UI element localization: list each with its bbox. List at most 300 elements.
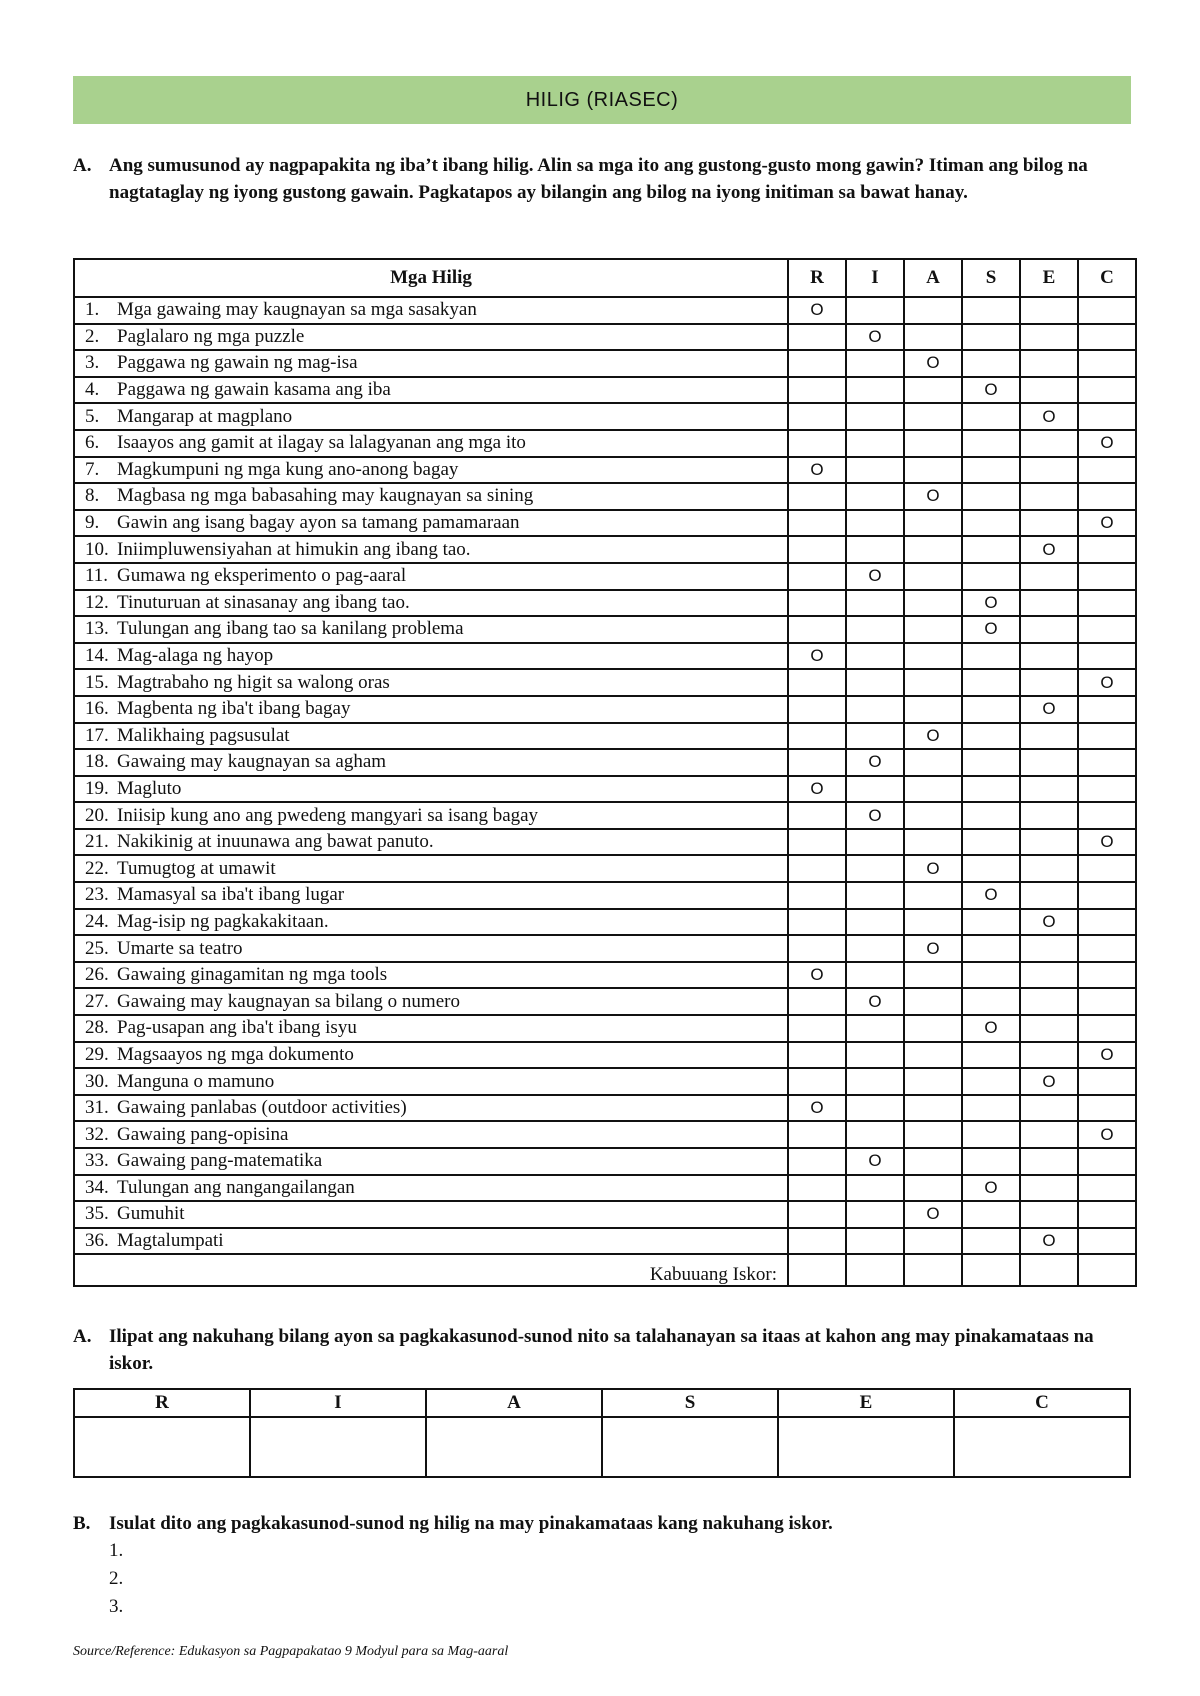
mark-cell-e (1020, 590, 1078, 617)
item-text-cell (74, 350, 788, 377)
answer-circle[interactable]: O (1042, 699, 1056, 719)
answer-circle[interactable]: O (1042, 911, 1056, 931)
mark-cell-s (962, 669, 1020, 696)
mark-cell-s[interactable] (962, 616, 1020, 643)
table-row (74, 643, 1136, 670)
answer-circle[interactable]: O (1042, 539, 1056, 559)
item-number: 18. (85, 751, 109, 773)
total-cell-c[interactable] (1078, 1254, 1136, 1286)
item-number: 8. (85, 485, 100, 507)
mark-cell-r (788, 1015, 846, 1042)
mark-cell-s[interactable] (962, 882, 1020, 909)
mark-cell-c[interactable] (1078, 1042, 1136, 1069)
item-number: 1. (85, 299, 100, 321)
item-number: 31. (85, 1097, 109, 1119)
score-cell-a[interactable] (426, 1417, 602, 1477)
mark-cell-a[interactable] (904, 855, 962, 882)
table-row (74, 1148, 1136, 1175)
mark-cell-e (1020, 457, 1078, 484)
answer-circle[interactable]: O (810, 778, 824, 798)
mark-cell-a (904, 536, 962, 563)
item-label: Gawaing panlabas (outdoor activities) (117, 1097, 407, 1119)
answer-circle[interactable]: O (926, 1204, 940, 1224)
title-banner (73, 76, 1131, 124)
mark-cell-s (962, 483, 1020, 510)
mark-cell-i (846, 723, 904, 750)
table-row (74, 377, 1136, 404)
mark-cell-i (846, 297, 904, 324)
item-text-cell (74, 457, 788, 484)
answer-circle[interactable]: O (868, 1151, 882, 1171)
score-header-s: S (602, 1389, 778, 1417)
mark-cell-c (1078, 855, 1136, 882)
mark-cell-a (904, 510, 962, 537)
mark-cell-a (904, 616, 962, 643)
answer-circle[interactable]: O (1100, 1044, 1114, 1064)
item-label: Isaayos ang gamit at ilagay sa lalagyanan ang mga ito (117, 432, 526, 454)
item-text-cell (74, 1068, 788, 1095)
mark-cell-s[interactable] (962, 377, 1020, 404)
mark-cell-s (962, 1228, 1020, 1255)
mark-cell-i (846, 1015, 904, 1042)
item-label: Malikhaing pagsusulat (117, 724, 290, 746)
mark-cell-i[interactable] (846, 802, 904, 829)
score-cell-i[interactable] (250, 1417, 426, 1477)
mark-cell-r[interactable] (788, 457, 846, 484)
mark-cell-r (788, 1121, 846, 1148)
header-r: R (788, 259, 846, 297)
mark-cell-r (788, 1068, 846, 1095)
table-row (74, 563, 1136, 590)
table-row (74, 430, 1136, 457)
mark-cell-s (962, 962, 1020, 989)
mark-cell-r (788, 590, 846, 617)
mark-cell-c (1078, 350, 1136, 377)
mark-cell-s (962, 1148, 1020, 1175)
mark-cell-a (904, 749, 962, 776)
mark-cell-i[interactable] (846, 749, 904, 776)
mark-cell-a (904, 457, 962, 484)
mark-cell-e (1020, 1175, 1078, 1202)
mark-cell-r (788, 749, 846, 776)
page-title: HILIG (RIASEC) (525, 88, 679, 111)
total-cell-i[interactable] (846, 1254, 904, 1286)
item-label: Tumugtog at umawit (117, 857, 276, 879)
mark-cell-e (1020, 1201, 1078, 1228)
mark-cell-a (904, 403, 962, 430)
mark-cell-r (788, 510, 846, 537)
table-row (74, 1095, 1136, 1122)
mark-cell-i[interactable] (846, 324, 904, 351)
mark-cell-a (904, 802, 962, 829)
answer-circle[interactable]: O (926, 725, 940, 745)
mark-cell-e (1020, 350, 1078, 377)
answer-circle[interactable]: O (868, 566, 882, 586)
item-number: 7. (85, 458, 100, 480)
mark-cell-s (962, 935, 1020, 962)
mark-cell-c (1078, 935, 1136, 962)
table-row (74, 1201, 1136, 1228)
score-cell-e[interactable] (778, 1417, 954, 1477)
mark-cell-a (904, 430, 962, 457)
table-row (74, 909, 1136, 936)
mark-cell-i (846, 1042, 904, 1069)
mark-cell-c[interactable] (1078, 1121, 1136, 1148)
table-row (74, 616, 1136, 643)
item-number: 21. (85, 831, 109, 853)
score-cell-r[interactable] (74, 1417, 250, 1477)
mark-cell-c (1078, 377, 1136, 404)
mark-cell-e (1020, 962, 1078, 989)
answer-circle[interactable]: O (1100, 1124, 1114, 1144)
mark-cell-e (1020, 563, 1078, 590)
table-row (74, 935, 1136, 962)
answer-circle[interactable]: O (926, 858, 940, 878)
mark-cell-s (962, 457, 1020, 484)
mark-cell-r (788, 802, 846, 829)
item-number: 36. (85, 1230, 109, 1252)
mark-cell-s (962, 988, 1020, 1015)
header-c: C (1078, 259, 1136, 297)
table-row (74, 669, 1136, 696)
header-i: I (846, 259, 904, 297)
mark-cell-i[interactable] (846, 563, 904, 590)
item-label: Mamasyal sa iba't ibang lugar (117, 884, 345, 906)
instruction-b-text: Isulat dito ang pagkakasunod-sunod ng hilig na may pinakamataas kang nakuhang iskor. (109, 1513, 833, 1534)
item-number: 20. (85, 804, 109, 826)
answer-circle[interactable]: O (984, 380, 998, 400)
mark-cell-c (1078, 536, 1136, 563)
item-label: Gawaing ginagamitan ng mga tools (117, 964, 388, 986)
mark-cell-a (904, 1175, 962, 1202)
item-text-cell (74, 935, 788, 962)
mark-cell-i (846, 962, 904, 989)
ranking-item-3[interactable]: 3. (109, 1596, 124, 1617)
mark-cell-c (1078, 590, 1136, 617)
mark-cell-e[interactable] (1020, 696, 1078, 723)
mark-cell-r[interactable] (788, 962, 846, 989)
ranking-item-1[interactable]: 1. (109, 1540, 124, 1561)
mark-cell-r (788, 988, 846, 1015)
ranking-item-2[interactable]: 2. (109, 1568, 124, 1589)
answer-circle[interactable]: O (810, 646, 824, 666)
item-number: 4. (85, 379, 100, 401)
mark-cell-s[interactable] (962, 1175, 1020, 1202)
table-row (74, 590, 1136, 617)
item-number: 3. (85, 352, 100, 374)
mark-cell-i (846, 457, 904, 484)
answer-circle[interactable]: O (926, 486, 940, 506)
mark-cell-i (846, 1121, 904, 1148)
answer-circle[interactable]: O (810, 965, 824, 985)
source-reference: Source/Reference: Edukasyon sa Pagpapakatao 9 Modyul para sa Mag-aaral (73, 1644, 509, 1659)
answer-circle[interactable]: O (868, 326, 882, 346)
score-cell-s[interactable] (602, 1417, 778, 1477)
mark-cell-e[interactable] (1020, 536, 1078, 563)
mark-cell-c (1078, 1201, 1136, 1228)
interest-table (73, 258, 1137, 1287)
score-header-row (74, 1389, 1130, 1417)
answer-circle[interactable]: O (1100, 513, 1114, 533)
item-text-cell (74, 1148, 788, 1175)
item-text-cell (74, 829, 788, 856)
answer-circle[interactable]: O (984, 619, 998, 639)
item-text-cell (74, 377, 788, 404)
table-row (74, 483, 1136, 510)
item-text-cell (74, 483, 788, 510)
mark-cell-i (846, 935, 904, 962)
score-cell-c[interactable] (954, 1417, 1130, 1477)
table-row (74, 776, 1136, 803)
answer-circle[interactable]: O (984, 885, 998, 905)
mark-cell-e[interactable] (1020, 1068, 1078, 1095)
item-text-cell (74, 962, 788, 989)
mark-cell-a (904, 776, 962, 803)
answer-circle[interactable]: O (1042, 1071, 1056, 1091)
item-text-cell (74, 1201, 788, 1228)
mark-cell-s (962, 324, 1020, 351)
item-label: Paglalaro ng mga puzzle (117, 325, 305, 347)
total-cell-a[interactable] (904, 1254, 962, 1286)
mark-cell-c[interactable] (1078, 829, 1136, 856)
item-text-cell (74, 536, 788, 563)
mark-cell-a[interactable] (904, 483, 962, 510)
answer-circle[interactable]: O (868, 805, 882, 825)
item-number: 17. (85, 724, 109, 746)
mark-cell-i (846, 1095, 904, 1122)
mark-cell-r (788, 1228, 846, 1255)
mark-cell-e[interactable] (1020, 1228, 1078, 1255)
mark-cell-r[interactable] (788, 297, 846, 324)
mark-cell-r (788, 563, 846, 590)
mark-cell-s (962, 723, 1020, 750)
mark-cell-e (1020, 802, 1078, 829)
mark-cell-i (846, 536, 904, 563)
total-cell-r[interactable] (788, 1254, 846, 1286)
answer-circle[interactable]: O (984, 1177, 998, 1197)
answer-circle[interactable]: O (1042, 406, 1056, 426)
mark-cell-c (1078, 776, 1136, 803)
mark-cell-s[interactable] (962, 590, 1020, 617)
item-text-cell (74, 430, 788, 457)
answer-circle[interactable]: O (1042, 1231, 1056, 1251)
table-row (74, 988, 1136, 1015)
answer-circle[interactable]: O (868, 991, 882, 1011)
item-number: 23. (85, 884, 109, 906)
item-number: 32. (85, 1123, 109, 1145)
mark-cell-c[interactable] (1078, 669, 1136, 696)
mark-cell-a[interactable] (904, 935, 962, 962)
mark-cell-e (1020, 669, 1078, 696)
item-text-cell (74, 1121, 788, 1148)
mark-cell-i[interactable] (846, 988, 904, 1015)
mark-cell-i (846, 483, 904, 510)
answer-circle[interactable]: O (1100, 672, 1114, 692)
instruction-a2 (73, 1323, 1137, 1377)
mark-cell-s (962, 1042, 1020, 1069)
mark-cell-r (788, 909, 846, 936)
mark-cell-a (904, 1121, 962, 1148)
total-cell-e[interactable] (1020, 1254, 1078, 1286)
mark-cell-s[interactable] (962, 1015, 1020, 1042)
mark-cell-r (788, 935, 846, 962)
mark-cell-c[interactable] (1078, 510, 1136, 537)
mark-cell-e (1020, 643, 1078, 670)
table-body (74, 297, 1136, 1254)
mark-cell-r (788, 723, 846, 750)
score-header-i: I (250, 1389, 426, 1417)
mark-cell-i[interactable] (846, 1148, 904, 1175)
answer-circle[interactable]: O (868, 752, 882, 772)
item-label: Nakikinig at inuunawa ang bawat panuto. (117, 831, 434, 853)
mark-cell-s (962, 536, 1020, 563)
score-input-row (74, 1417, 1130, 1477)
answer-circle[interactable]: O (810, 459, 824, 479)
mark-cell-c (1078, 723, 1136, 750)
table-row (74, 350, 1136, 377)
mark-cell-r (788, 1201, 846, 1228)
mark-cell-c (1078, 962, 1136, 989)
mark-cell-r (788, 350, 846, 377)
mark-cell-c (1078, 324, 1136, 351)
answer-circle[interactable]: O (810, 300, 824, 320)
table-row (74, 403, 1136, 430)
mark-cell-a[interactable] (904, 1201, 962, 1228)
table-row (74, 1228, 1136, 1255)
item-number: 14. (85, 645, 109, 667)
instruction-b-label: B. (73, 1513, 91, 1534)
table-row (74, 749, 1136, 776)
mark-cell-c (1078, 1228, 1136, 1255)
header-e: E (1020, 259, 1078, 297)
item-text-cell (74, 643, 788, 670)
mark-cell-e[interactable] (1020, 909, 1078, 936)
mark-cell-r (788, 403, 846, 430)
answer-circle[interactable]: O (1100, 832, 1114, 852)
item-number: 9. (85, 512, 100, 534)
total-cell-s[interactable] (962, 1254, 1020, 1286)
item-label: Magkumpuni ng mga kung ano-anong bagay (117, 458, 459, 480)
mark-cell-i (846, 1175, 904, 1202)
item-label: Gawaing pang-opisina (117, 1123, 289, 1145)
mark-cell-r (788, 483, 846, 510)
mark-cell-i (846, 909, 904, 936)
item-text-cell (74, 1228, 788, 1255)
mark-cell-s (962, 829, 1020, 856)
item-text-cell (74, 909, 788, 936)
item-text-cell (74, 669, 788, 696)
mark-cell-r[interactable] (788, 1095, 846, 1122)
answer-circle[interactable]: O (1100, 433, 1114, 453)
item-label: Magluto (117, 777, 182, 799)
table-row (74, 962, 1136, 989)
mark-cell-c (1078, 1148, 1136, 1175)
mark-cell-e[interactable] (1020, 403, 1078, 430)
mark-cell-i (846, 403, 904, 430)
item-text-cell (74, 1175, 788, 1202)
mark-cell-c[interactable] (1078, 430, 1136, 457)
answer-circle[interactable]: O (926, 938, 940, 958)
mark-cell-s (962, 776, 1020, 803)
instruction-a2-text: Ilipat ang nakuhang bilang ayon sa pagkakasunod-sunod nito sa talahanayan sa itaas at kahon ang may pinakamataas na iskor. (109, 1326, 1094, 1374)
mark-cell-r (788, 696, 846, 723)
mark-cell-e (1020, 1148, 1078, 1175)
item-label: Iniimpluwensiyahan at himukin ang ibang tao. (117, 538, 471, 560)
mark-cell-e (1020, 483, 1078, 510)
answer-circle[interactable]: O (810, 1098, 824, 1118)
item-label: Gawaing may kaugnayan sa agham (117, 751, 387, 773)
item-number: 27. (85, 990, 109, 1012)
mark-cell-a (904, 882, 962, 909)
mark-cell-e (1020, 855, 1078, 882)
table-row (74, 297, 1136, 324)
mark-cell-e (1020, 430, 1078, 457)
item-text-cell (74, 1015, 788, 1042)
item-text-cell (74, 1042, 788, 1069)
mark-cell-c (1078, 1175, 1136, 1202)
instruction-a-label: A. (73, 155, 92, 176)
mark-cell-i (846, 590, 904, 617)
item-text-cell (74, 988, 788, 1015)
mark-cell-s (962, 1068, 1020, 1095)
mark-cell-i (846, 829, 904, 856)
mark-cell-a (904, 829, 962, 856)
instruction-a2-label: A. (73, 1326, 92, 1347)
mark-cell-a (904, 297, 962, 324)
item-label: Mag-isip ng pagkakakitaan. (117, 910, 329, 932)
item-number: 13. (85, 618, 109, 640)
item-number: 30. (85, 1070, 109, 1092)
mark-cell-r[interactable] (788, 776, 846, 803)
mark-cell-e (1020, 297, 1078, 324)
item-label: Gawaing pang-matematika (117, 1150, 323, 1172)
item-label: Paggawa ng gawain ng mag-isa (117, 352, 358, 374)
mark-cell-a[interactable] (904, 350, 962, 377)
item-text-cell (74, 297, 788, 324)
table-row (74, 1121, 1136, 1148)
item-text-cell (74, 403, 788, 430)
mark-cell-a (904, 377, 962, 404)
table-row (74, 1015, 1136, 1042)
item-number: 11. (85, 565, 109, 587)
item-text-cell (74, 776, 788, 803)
mark-cell-a (904, 563, 962, 590)
answer-circle[interactable]: O (926, 353, 940, 373)
item-label: Magbenta ng iba't ibang bagay (117, 698, 351, 720)
mark-cell-s (962, 749, 1020, 776)
score-header-a: A (426, 1389, 602, 1417)
answer-circle[interactable]: O (984, 1018, 998, 1038)
mark-cell-i (846, 350, 904, 377)
item-text-cell (74, 1095, 788, 1122)
header-s: S (962, 259, 1020, 297)
mark-cell-s (962, 510, 1020, 537)
mark-cell-e (1020, 1042, 1078, 1069)
mark-cell-c (1078, 749, 1136, 776)
item-text-cell (74, 563, 788, 590)
mark-cell-s (962, 909, 1020, 936)
mark-cell-r (788, 430, 846, 457)
item-label: Iniisip kung ano ang pwedeng mangyari sa isang bagay (117, 804, 539, 826)
mark-cell-e (1020, 510, 1078, 537)
mark-cell-a[interactable] (904, 723, 962, 750)
mark-cell-r (788, 616, 846, 643)
mark-cell-i (846, 1228, 904, 1255)
answer-circle[interactable]: O (984, 592, 998, 612)
mark-cell-i (846, 669, 904, 696)
mark-cell-r[interactable] (788, 643, 846, 670)
mark-cell-c (1078, 802, 1136, 829)
